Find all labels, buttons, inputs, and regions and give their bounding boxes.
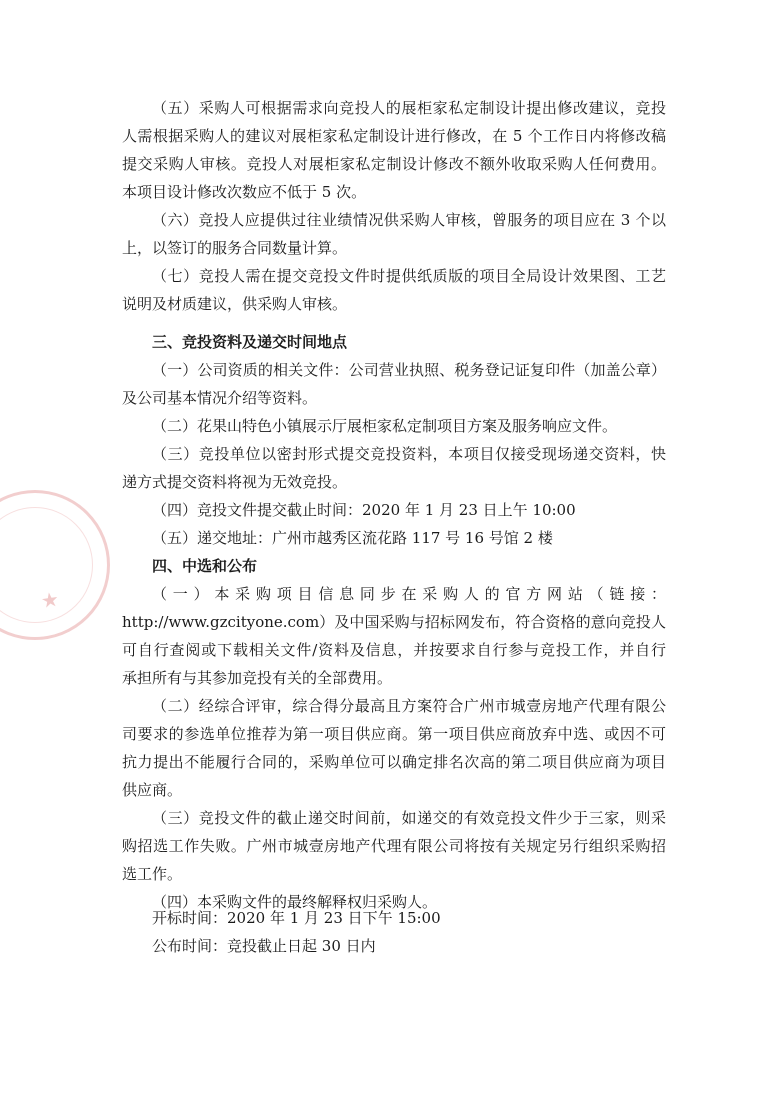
publish-time: 公布时间：竞投截止日起 30 日内 (152, 937, 376, 955)
para-5-line-2: 人需根据采购人的建议对展柜家私定制设计进行修改，在 5 个工作日内将修改稿 (122, 127, 666, 145)
s4-para-1-line-3: 可自行查阅或下载相关文件/资料及信息，并按要求自行参与竞投工作，并自行 (122, 641, 666, 659)
footer-times (122, 904, 666, 960)
company-seal: ★ (0, 490, 110, 640)
s4-para-1-line-1: （一）本采购项目信息同步在采购人的官方网站（链接： (152, 585, 666, 603)
s4-para-3-line-3: 选工作。 (122, 865, 183, 883)
para-7-line-1: （七）竞投人需在提交竞投文件时提供纸质版的项目全局设计效果图、工艺 (152, 267, 666, 285)
opening-time: 开标时间：2020 年 1 月 23 日下午 15:00 (152, 909, 441, 927)
section-4-heading: 四、中选和公布 (152, 557, 258, 575)
s4-para-3-line-1: （三）竞投文件的截止递交时间前，如递交的有效竞投文件少于三家，则采 (152, 809, 666, 827)
para-5-line-3: 提交采购人审核。竞投人对展柜家私定制设计修改不额外收取采购人任何费用。 (122, 155, 666, 173)
paragraphs-top (122, 94, 666, 318)
s3-para-4: （四）竞投文件提交截止时间：2020 年 1 月 23 日上午 10:00 (152, 501, 576, 519)
para-7-line-2: 说明及材质建议，供采购人审核。 (122, 295, 348, 313)
s4-para-1-line-2: http://www.gzcityone.com）及中国采购与招标网发布，符合资格的意向竞投人 (122, 613, 666, 631)
section-4 (122, 552, 666, 916)
s3-para-5: （五）递交地址：广州市越秀区流花路 117 号 16 号馆 2 楼 (152, 529, 553, 547)
section-3-heading: 三、竞投资料及递交时间地点 (152, 333, 348, 351)
s3-para-2: （二）花果山特色小镇展示厅展柜家私定制项目方案及服务响应文件。 (152, 417, 618, 435)
s3-para-3-line-1: （三）竞投单位以密封形式提交竞投资料，本项目仅接受现场递交资料，快 (152, 445, 666, 463)
s4-para-4: （四）本采购文件的最终解释权归采购人。 (152, 893, 438, 911)
section-3 (122, 328, 666, 552)
s4-para-2-line-4: 供应商。 (122, 781, 183, 799)
s3-para-1-line-1: （一）公司资质的相关文件：公司营业执照、税务登记证复印件（加盖公章） (152, 361, 666, 379)
s4-para-3-line-2: 购招选工作失败。广州市城壹房地产代理有限公司将按有关规定另行组织采购招 (122, 837, 666, 855)
para-6-line-2: 上，以签订的服务合同数量计算。 (122, 239, 348, 257)
para-5-line-1: （五）采购人可根据需求向竞投人的展柜家私定制设计提出修改建议，竞投 (152, 99, 666, 117)
para-5-line-4: 本项目设计修改次数应不低于 5 次。 (122, 183, 367, 201)
s4-para-2-line-2: 司要求的参选单位推荐为第一项目供应商。第一项目供应商放弃中选、或因不可 (122, 725, 666, 743)
s3-para-1-line-2: 及公司基本情况介绍等资料。 (122, 389, 318, 407)
para-6-line-1: （六）竞投人应提供过往业绩情况供采购人审核，曾服务的项目应在 3 个以 (152, 211, 666, 229)
s4-para-2-line-3: 抗力提出不能履行合同的，采购单位可以确定排名次高的第二项目供应商为项目 (122, 753, 666, 771)
s4-para-2-line-1: （二）经综合评审，综合得分最高且方案符合广州市城壹房地产代理有限公 (152, 697, 666, 715)
s3-para-3-line-2: 递方式提交资料将视为无效竞投。 (122, 473, 348, 491)
s4-para-1-line-4: 承担所有与其参加竞投有关的全部费用。 (122, 669, 393, 687)
